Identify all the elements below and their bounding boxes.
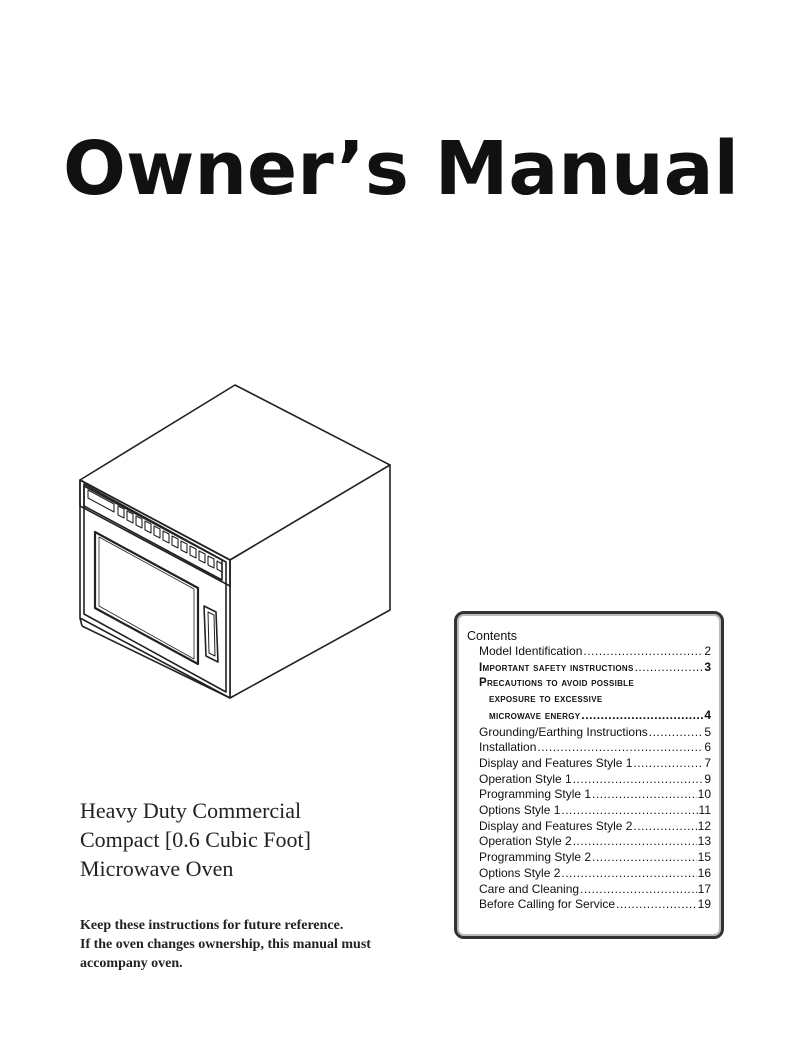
toc-entry-title-line-2: exposure to excessive <box>489 693 603 706</box>
toc-entry-operation-style-2[interactable] <box>467 834 711 850</box>
toc-entry-title: Options Style 1 <box>479 803 561 818</box>
toc-entry-before-calling[interactable] <box>467 897 711 913</box>
toc-entry-title: Important safety instructions <box>479 661 634 674</box>
toc-entry-important-safety[interactable] <box>467 660 711 677</box>
toc-entry-page: 12 <box>697 818 711 833</box>
table-of-contents <box>454 611 724 939</box>
toc-entry-title: Display and Features Style 1 <box>479 755 633 770</box>
toc-entry-title: Before Calling for Service <box>479 897 616 912</box>
contents-heading: Contents <box>467 629 518 643</box>
toc-entry-page: 10 <box>697 787 711 802</box>
product-line-3: Microwave Oven <box>80 856 234 881</box>
toc-entry-model-identification[interactable] <box>467 644 711 660</box>
toc-entry-operation-style-1[interactable] <box>467 772 711 788</box>
toc-entry-title: Programming Style 2 <box>479 850 592 865</box>
toc-entry-title: Installation <box>479 740 537 755</box>
note-line-1: Keep these instructions for future reference. <box>80 918 344 933</box>
toc-entry-options-style-1[interactable] <box>467 803 711 819</box>
toc-entry-page: 5 <box>704 724 711 739</box>
toc-entry-title: Grounding/Earthing Instructions <box>479 724 648 739</box>
toc-entry-title: Display and Features Style 2 <box>479 818 633 833</box>
note-line-3: accompany oven. <box>80 956 183 971</box>
toc-entry-page: 7 <box>704 755 711 770</box>
microwave-oven-illustration <box>70 380 400 700</box>
toc-entry-title: Operation Style 2 <box>479 834 572 849</box>
toc-entry-care-cleaning[interactable] <box>467 882 711 898</box>
toc-entry-display-style-2[interactable] <box>467 819 711 835</box>
toc-entry-title-line-3: microwave energy <box>489 709 581 722</box>
toc-entry-display-style-1[interactable] <box>467 756 711 772</box>
toc-entry-title: Precautions to avoid possible <box>479 677 635 690</box>
toc-entry-page: 6 <box>704 740 711 755</box>
note-line-2: If the oven changes ownership, this manual must <box>80 937 371 952</box>
product-line-1: Heavy Duty Commercial <box>80 798 302 823</box>
toc-entry-page: 3 <box>704 659 711 674</box>
toc-entry-title: Programming Style 1 <box>479 787 592 802</box>
toc-entry-grounding[interactable] <box>467 725 711 741</box>
toc-entry-installation[interactable] <box>467 740 711 756</box>
page-title: Owner’s Manual <box>63 126 739 212</box>
toc-entry-page: 15 <box>697 850 711 865</box>
toc-entry-page: 9 <box>704 771 711 786</box>
product-description <box>80 796 380 883</box>
toc-entry-page: 16 <box>697 865 711 880</box>
toc-entry-page: 17 <box>697 881 711 896</box>
retention-note <box>80 916 440 973</box>
toc-entry-page: 11 <box>698 803 711 818</box>
toc-entry-title: Model Identification <box>479 644 583 658</box>
toc-entry-programming-style-2[interactable] <box>467 850 711 866</box>
toc-entry-title: Options Style 2 <box>479 865 561 880</box>
toc-entry-precautions[interactable] <box>467 676 711 724</box>
product-line-2: Compact [0.6 Cubic Foot] <box>80 827 311 852</box>
toc-entry-options-style-2[interactable] <box>467 866 711 882</box>
toc-entry-programming-style-1[interactable] <box>467 787 711 803</box>
toc-entry-title: Operation Style 1 <box>479 771 572 786</box>
toc-entry-page: 13 <box>697 834 711 849</box>
toc-entry-title: Care and Cleaning <box>479 881 580 896</box>
toc-entry-page: 4 <box>704 707 711 722</box>
toc-entry-page: 2 <box>704 644 711 658</box>
toc-entry-page: 19 <box>697 897 711 912</box>
